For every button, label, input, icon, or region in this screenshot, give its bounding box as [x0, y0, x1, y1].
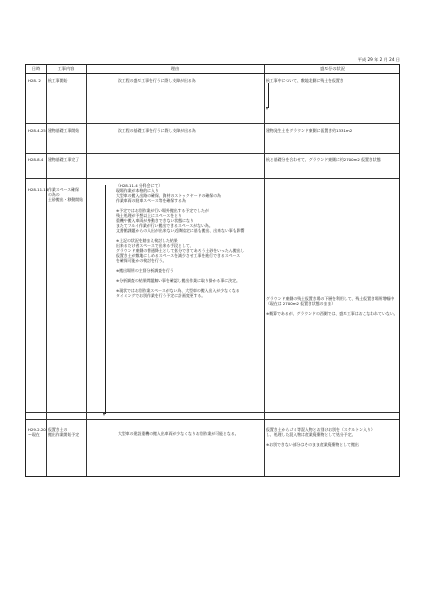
- row-soil: 杭工事中について、敷地北側に残土を仮置き: [266, 78, 344, 83]
- row-work: 作業スペース確保 の為の 土砂搬出・移動開始: [48, 187, 84, 202]
- col-header-work: 工事内容: [57, 66, 75, 71]
- row-reason: 大型車の建設重機の搬入出車両が少なくなりお別作業が可能となる。: [118, 431, 239, 436]
- row-work: 建物基礎工事完了: [48, 157, 80, 162]
- row-date: H29.2.20 ～現在: [28, 427, 46, 437]
- row-date: H28.4.25: [28, 128, 46, 133]
- row-soil: 建物発生土をグラウンド東側に仮置き約1331m2: [266, 128, 353, 133]
- row-date: H28. 2: [28, 78, 41, 83]
- period-arrow-head: [103, 413, 105, 416]
- report-table: [25, 64, 400, 477]
- period-arrow-line: [105, 185, 106, 414]
- col-header-reason: 理由: [170, 66, 180, 71]
- col-header-soil: 盛토등の状況: [320, 66, 345, 71]
- row-work: 杭工事開始: [48, 78, 68, 83]
- row-soil: 仮置き土からゴミ等混入物とお別けお別を（スケルトン入り） し、処理した混入物は産業廃棄物として処分予定。 ※お別できない部分はそのまま産業廃棄物として搬出: [266, 427, 375, 447]
- row-reason: 次工程の基礎工事を行うに際し支障が出る為: [118, 128, 196, 133]
- row-work: 仮置き土の 搬出作業開始予定: [48, 427, 80, 437]
- row-soil: 杭と基礎分を合わせて、グラウンド東側に約2700m2 仮置き状態: [266, 157, 381, 162]
- row-reason: 次工程の盛토工事を行うに際し支障が出る為: [118, 78, 196, 83]
- row-reason: （H28.11.4 分科会にて） 現場作業が本格的に入り 大型車の搬入出路の確保、資材のストックヤードの確保の為 作業車両の駐車スペース等を確保する為 ※予定ではお別作業が行い場外搬出する予定でしたが 残土処理が予想以上にスペースをとり 重機や搬入車両が身動きできない状態になり またてフルイ作業が行い搬出できるスペースがない為。 文書館課題からの人出が出来ない近隣協定に基も搬出、出来ない事も影響 ※上記の状況を踏まえ検討した結果 出来るだけ省スペースで出来る手段として、 グラウンド東側の普通降土として拡分できてあろう土砂をいったん搬出し 仮置き土が敷地にしめるスペースを減少させ工事を進行できるスペース を確保可能かの検討を行う。 ※搬出場所の主督分析調査を行う ※分析調査の結果問題無い事を確認し搬出作業に取り掛かる事に決定。 ※現状ではお別作業スペースがない為、大型車の搬入出入が少なくなる タイミングでお別作業を行う予定に計画変更する。: [116, 183, 245, 298]
- row-date: H28.8.4: [28, 157, 44, 162]
- row-date: H28.11.16: [28, 187, 49, 192]
- period-arrow-head: [266, 107, 268, 110]
- row-soil: グラウンド東側の残土仮置き場の下層を利用して、残土仮置き場所増幅中 （現在は 2700m2 仮置き状態のまま） ※概算であるが、グラウンドの西側では、盛토工事はおこなわれていない。: [266, 296, 398, 316]
- col-header-date: 日時: [31, 66, 41, 71]
- row-work: 建物基礎工事開始: [48, 128, 80, 133]
- header-date: 平成 29 年 2 月 24 日: [357, 57, 400, 62]
- period-arrow-line: [268, 83, 269, 108]
